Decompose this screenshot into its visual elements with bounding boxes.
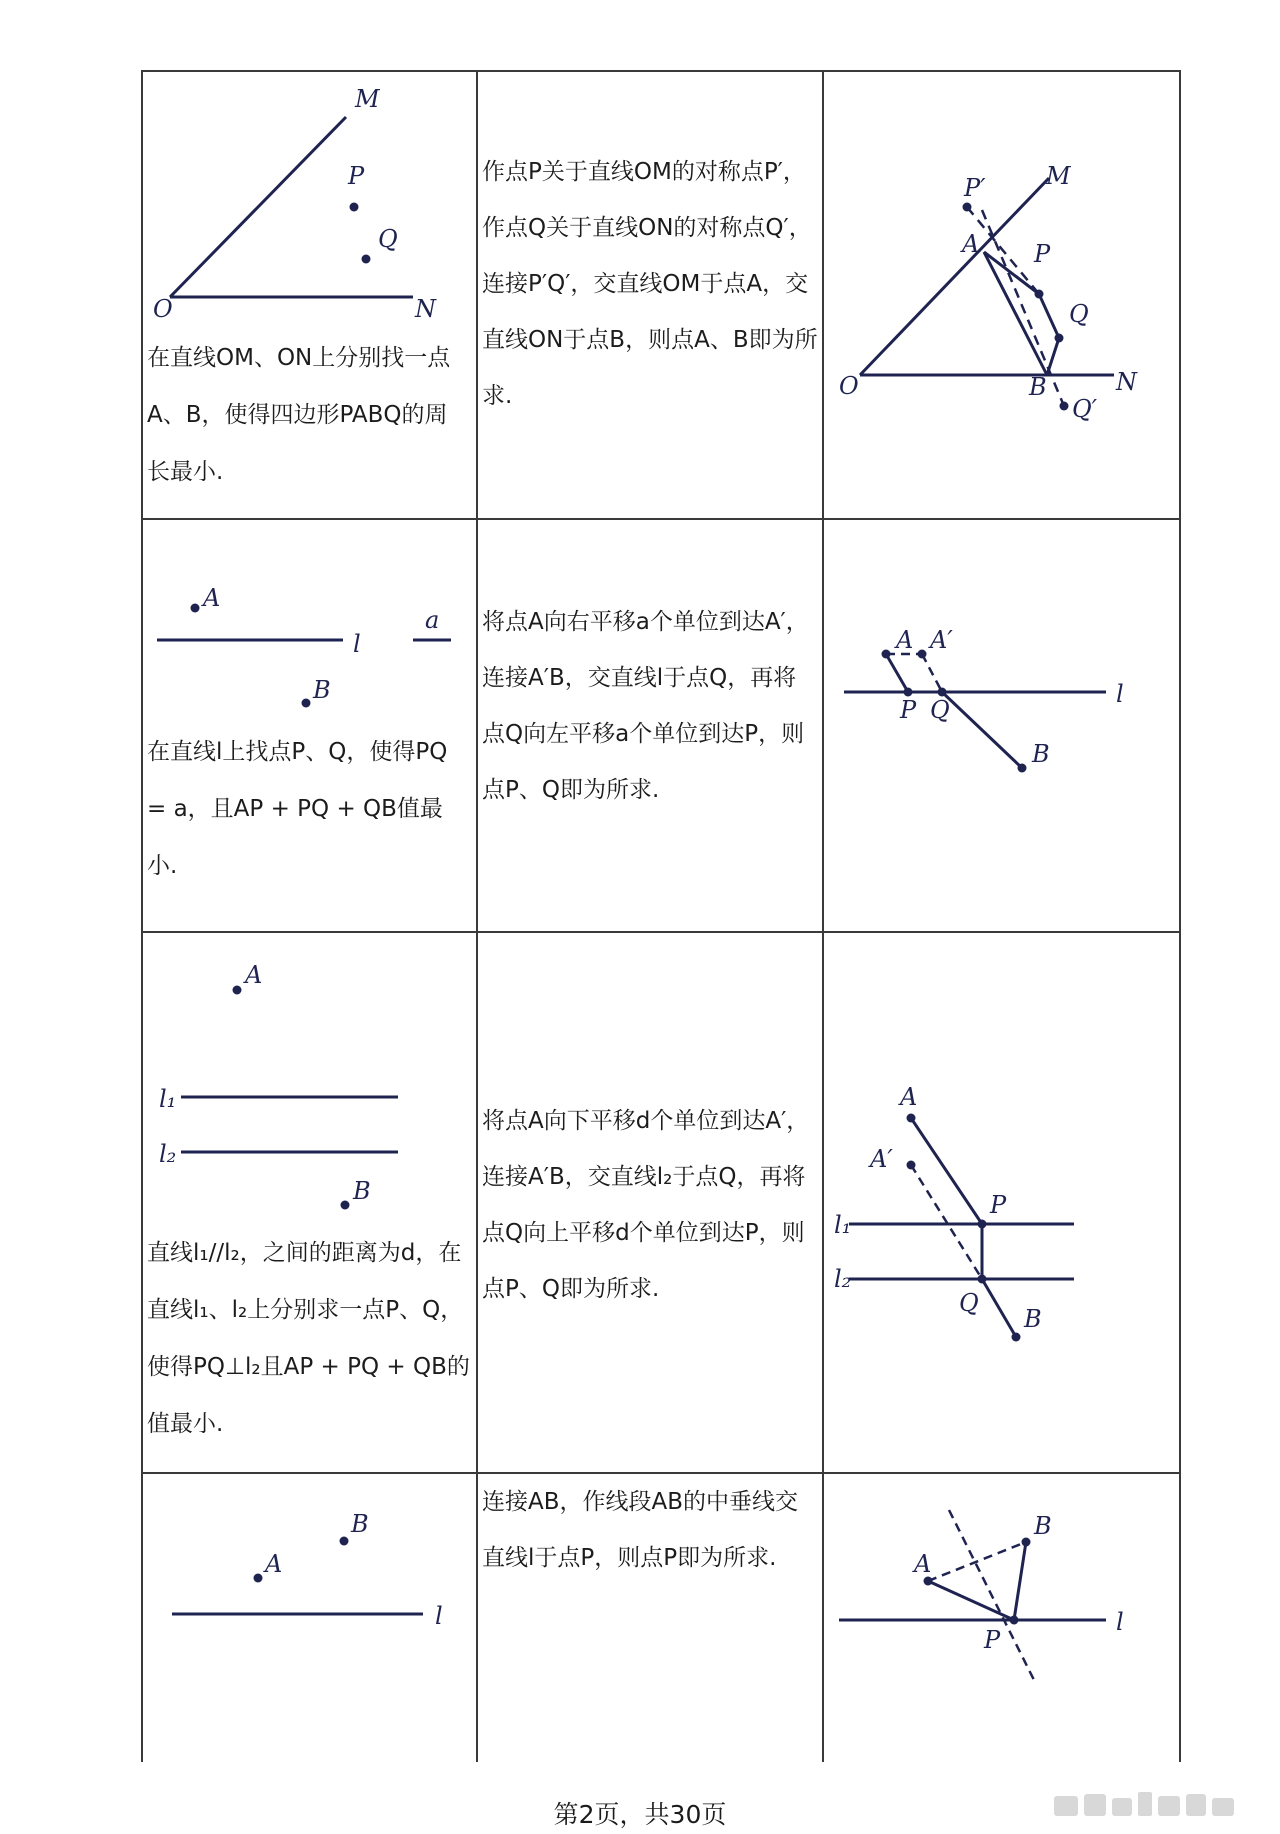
label-l: l: [353, 630, 361, 659]
label-o: O: [839, 372, 859, 400]
point-a: [233, 986, 242, 995]
label-a-prime: A′: [930, 626, 953, 655]
label-b: B: [1034, 1511, 1052, 1540]
point-a: [191, 604, 200, 613]
label-n: N: [1116, 368, 1137, 396]
label-b: B: [1029, 373, 1047, 401]
method-table: [141, 70, 1181, 1762]
watermark-logo: [1052, 1788, 1242, 1822]
solution-cell: [823, 71, 1180, 519]
label-p: P: [984, 1625, 1001, 1654]
condition-cell: [142, 932, 477, 1472]
label-p: P: [900, 696, 917, 725]
label-l2: l₂: [834, 1265, 852, 1294]
label-p: P: [1034, 240, 1051, 268]
problem-figure-4: [143, 1474, 476, 1763]
label-a-length: a: [425, 606, 440, 635]
solution-cell: [823, 519, 1180, 932]
label-p: P: [990, 1191, 1007, 1220]
method-cell: [477, 1473, 823, 1762]
condition-cell: [142, 1473, 477, 1762]
label-q-prime: Q′: [1072, 395, 1098, 423]
label-b: B: [1024, 1305, 1042, 1334]
label-a: A: [203, 584, 221, 613]
method-text-1: 作点P关于直线OM的对称点P′，作点Q关于直线ON的对称点Q′，连接P′Q′，交直线OM于点A，交直线ON于点B，则点A、B即为所求.: [482, 159, 818, 409]
point-p: [350, 203, 359, 212]
condition-cell: [142, 71, 477, 519]
point-b: [340, 1536, 349, 1545]
label-m: M: [355, 85, 380, 113]
table-row: [142, 71, 1180, 519]
method-cell: [477, 932, 823, 1472]
label-p: P: [348, 162, 365, 190]
label-l: l: [1116, 680, 1124, 709]
label-a: A: [900, 1083, 918, 1112]
condition-cell: [142, 519, 477, 932]
dashed-line-a-prime-b: [911, 1165, 982, 1279]
label-l: l: [435, 1601, 443, 1630]
table-row: [142, 1473, 1180, 1762]
point-b: [302, 699, 311, 708]
label-m: M: [1046, 162, 1071, 190]
label-l2: l₂: [159, 1140, 177, 1169]
label-l1: l₁: [834, 1211, 852, 1240]
label-b: B: [353, 1177, 371, 1206]
label-a-prime: A′: [870, 1145, 893, 1174]
label-a: A: [245, 961, 263, 990]
label-l1: l₁: [159, 1085, 177, 1114]
point-q: [362, 255, 371, 264]
method-text-4: 连接AB，作线段AB的中垂线交直线l于点P，则点P即为所求.: [482, 1488, 799, 1571]
table-row: [142, 519, 1180, 932]
page-footer: 第2页，共30页: [553, 1800, 727, 1829]
method-cell: [477, 71, 823, 519]
label-b: B: [313, 676, 331, 705]
table-row: [142, 932, 1180, 1472]
label-a: A: [896, 626, 914, 655]
label-a: A: [962, 230, 980, 258]
method-cell: [477, 519, 823, 932]
solution-figure-2: [824, 520, 1179, 933]
label-q: Q: [930, 696, 950, 725]
method-text-3: 将点A向下平移d个单位到达A′，连接A′B，交直线l₂于点Q，再将点Q向上平移d个单位到达P，则点P、Q即为所求.: [482, 1108, 810, 1303]
condition-text-2: 在直线l上找点P、Q，使得PQ = a，且AP + PQ + QB值最小.: [147, 739, 448, 880]
label-q: Q: [378, 225, 398, 253]
solution-figure-1: [824, 72, 1179, 520]
ray-om: [170, 117, 346, 297]
point-a: [254, 1573, 263, 1582]
label-q: Q: [1069, 300, 1089, 328]
condition-text-1: 在直线OM、ON上分别找一点A、B，使得四边形PABQ的周长最小.: [147, 345, 451, 485]
solution-figure-3: [824, 933, 1179, 1473]
label-o: O: [153, 295, 173, 323]
label-b: B: [1032, 740, 1050, 769]
method-text-2: 将点A向右平移a个单位到达A′，连接A′B，交直线l于点Q，再将点Q向左平移a个单位到达P，则点P、Q即为所求.: [482, 609, 809, 804]
label-a: A: [914, 1549, 932, 1578]
label-a: A: [265, 1549, 283, 1578]
solution-cell: [823, 932, 1180, 1472]
label-b: B: [351, 1509, 369, 1538]
point-b: [341, 1201, 350, 1210]
label-n: N: [415, 295, 436, 323]
label-l: l: [1116, 1607, 1124, 1636]
solution-figure-4: [824, 1474, 1179, 1763]
label-p-prime: P′: [964, 174, 986, 202]
solution-cell: [823, 1473, 1180, 1762]
condition-text-3: 直线l₁//l₂，之间的距离为d，在直线l₁、l₂上分别求一点P、Q，使得PQ⊥l₂且AP + PQ + QB的值最小.: [147, 1240, 470, 1438]
label-q: Q: [959, 1289, 979, 1318]
